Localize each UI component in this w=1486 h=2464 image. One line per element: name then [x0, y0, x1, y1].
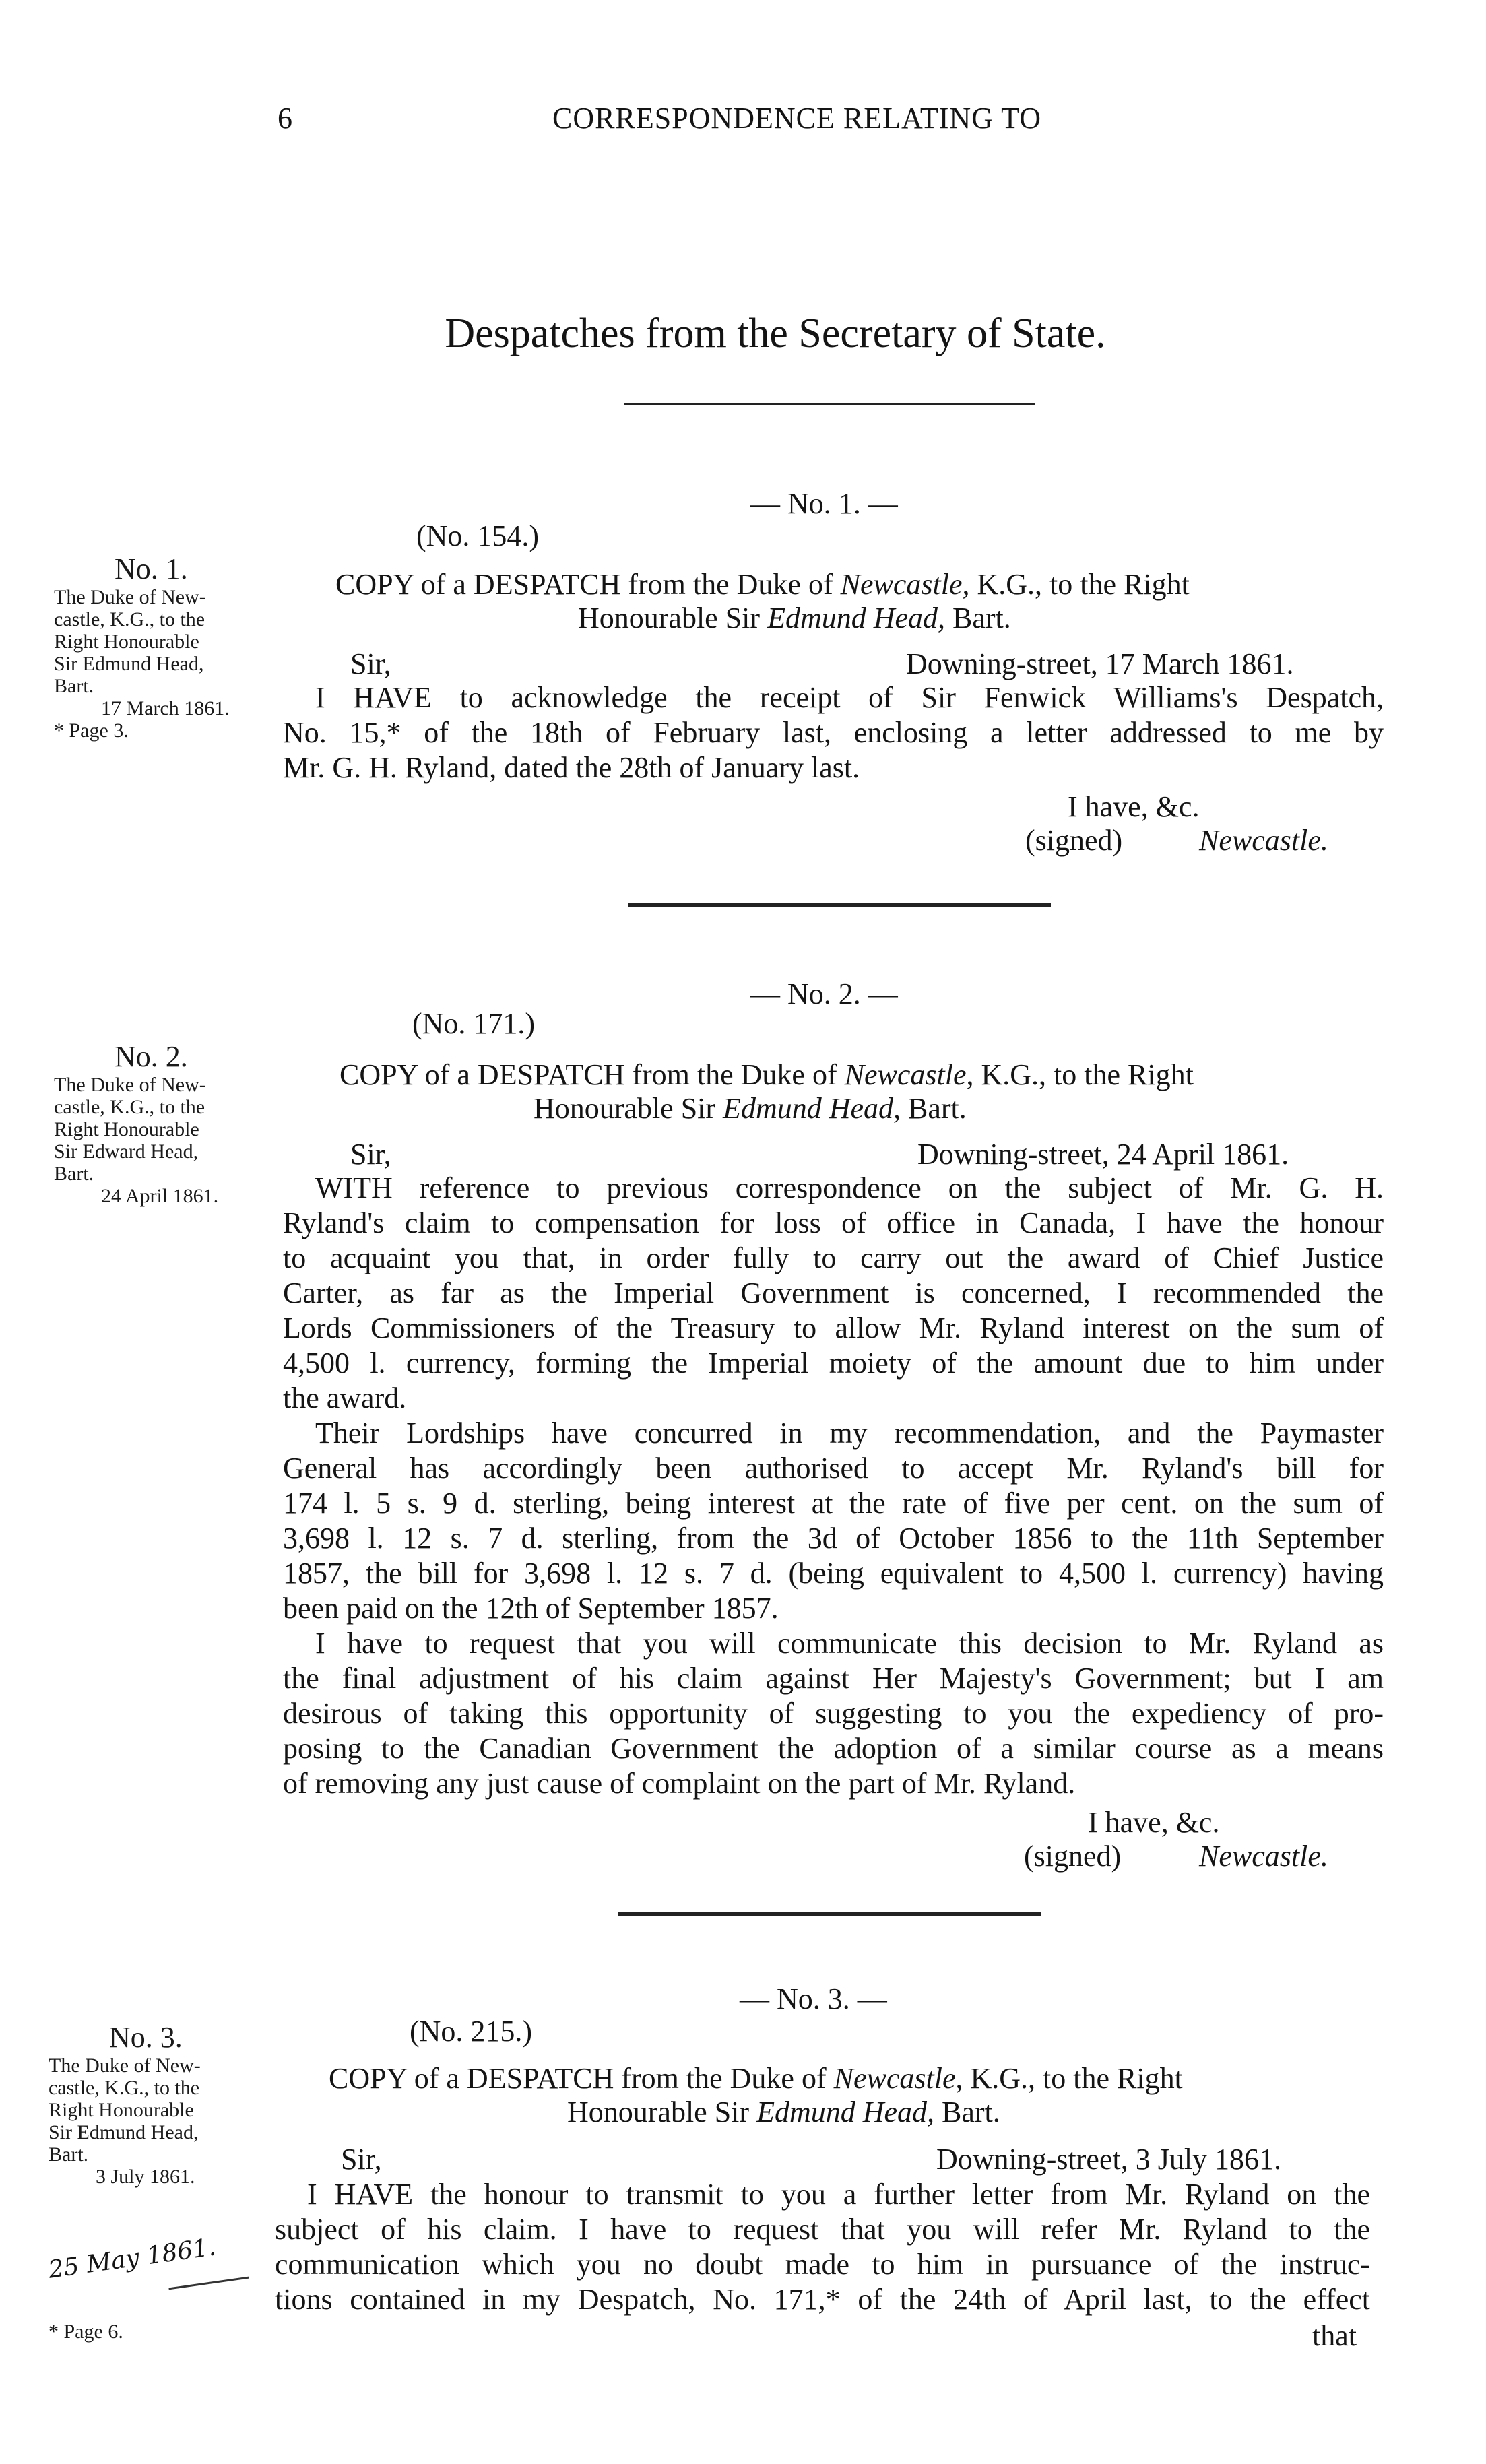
salutation: Sir, — [350, 1138, 391, 1171]
handwritten-stroke — [168, 2277, 249, 2290]
copy-recipient: Edmund Head, — [756, 2096, 935, 2129]
copy-heading-line2 — [567, 2095, 1000, 2129]
margin-line: Sir Edmund Head, — [49, 2121, 199, 2143]
body-line: WITH reference to previous correspondence on the subject of Mr. G. H. — [315, 1171, 1384, 1204]
despatch-reference: (No. 171.) — [412, 1007, 536, 1040]
title-rule — [624, 403, 1035, 405]
margin-footnote: * Page 6. — [49, 2321, 123, 2343]
margin-date: 24 April 1861. — [101, 1185, 219, 1207]
margin-line: Sir Edward Head, — [54, 1140, 199, 1163]
catchword: that — [1312, 2319, 1357, 2352]
copy-recipient: Edmund Head, — [723, 1092, 901, 1125]
margin-note — [49, 2021, 201, 2188]
body-line: tions contained in my Despatch, No. 171,* of the 24th of April last, to the effect — [275, 2283, 1370, 2316]
copy-text: , K.G., to the Right — [966, 1058, 1194, 1091]
body-line: Their Lordships have concurred in my recommendation, and the Paymaster — [315, 1417, 1384, 1450]
margin-line: castle, K.G., to the — [54, 608, 205, 630]
body-line: Ryland's claim to compensation for loss of office in Canada, I have the honour — [283, 1206, 1384, 1239]
place-date: Downing-street, 3 July 1861. — [936, 2143, 1282, 2176]
body-line: I have to request that you will communicate this decision to Mr. Ryland as — [315, 1627, 1384, 1660]
copy-heading-line2 — [578, 601, 1011, 635]
margin-number: No. 3. — [109, 2021, 183, 2054]
body-line: the award. — [283, 1382, 407, 1415]
margin-date: 17 March 1861. — [101, 697, 230, 719]
margin-line: Sir Edmund Head, — [54, 653, 204, 675]
body-line: of removing any just cause of complaint on the part of Mr. Ryland. — [283, 1767, 1076, 1800]
copy-text: Honourable Sir — [534, 1092, 723, 1125]
margin-line: Bart. — [54, 675, 94, 697]
section-divider — [618, 1912, 1041, 1916]
copy-heading — [340, 1058, 1194, 1092]
despatch-number-heading: — No. 1. — — [750, 487, 898, 520]
body-line: I HAVE the honour to transmit to you a further letter from Mr. Ryland on the — [307, 2178, 1370, 2211]
signed-label: (signed) — [1024, 1840, 1122, 1873]
margin-note — [54, 552, 230, 742]
salutation: Sir, — [341, 2143, 382, 2176]
margin-line: The Duke of New- — [54, 1074, 206, 1096]
margin-line: Bart. — [54, 1163, 94, 1185]
body-line: 174 l. 5 s. 9 d. sterling, being interest at the rate of five per cent. on the sum of — [283, 1487, 1384, 1520]
body-line: subject of his claim. I have to request that you will refer Mr. Ryland to the — [275, 2213, 1370, 2246]
despatch-body — [283, 1171, 1384, 1801]
margin-line: Bart. — [49, 2143, 89, 2166]
body-line: desirous of taking this opportunity of suggesting to you the expediency of pro- — [283, 1697, 1384, 1730]
copy-text: Honourable Sir — [578, 602, 768, 635]
signed-label: (signed) — [1025, 824, 1123, 857]
copy-text: COPY of a DESPATCH from the Duke of — [340, 1058, 845, 1091]
margin-line: Right Honourable — [54, 630, 199, 653]
margin-number: No. 2. — [115, 1040, 188, 1073]
despatch-reference: (No. 154.) — [416, 519, 540, 552]
page-number: 6 — [278, 102, 292, 135]
running-title: CORRESPONDENCE RELATING TO — [552, 102, 1041, 135]
despatch-number-heading: — No. 2. — — [750, 977, 898, 1010]
signature: Newcastle. — [1199, 1840, 1328, 1873]
body-line: to acquaint you that, in order fully to carry out the award of Chief Justice — [283, 1241, 1384, 1274]
despatch-reference: (No. 215.) — [410, 2015, 533, 2048]
copy-text: COPY of a DESPATCH from the Duke of — [329, 2062, 834, 2095]
margin-footnote: * Page 3. — [54, 719, 129, 742]
copy-text: , K.G., to the Right — [955, 2062, 1183, 2095]
body-line: the final adjustment of his claim against Her Majesty's Government; but I am — [283, 1662, 1384, 1695]
copy-text: Bart. — [901, 1092, 967, 1125]
copy-text: COPY of a DESPATCH from the Duke of — [335, 568, 841, 601]
margin-line: Right Honourable — [54, 1118, 199, 1140]
section-title: Despatches from the Secretary of State. — [445, 311, 1106, 356]
signature: Newcastle. — [1199, 824, 1328, 857]
copy-sender: Newcastle — [833, 2062, 956, 2095]
copy-heading — [335, 567, 1190, 602]
body-line: 1857, the bill for 3,698 l. 12 s. 7 d. (being equivalent to 4,500 l. currency) having — [283, 1557, 1384, 1590]
despatch-body — [283, 680, 1384, 785]
handwritten-annotation: 25 May 1861. — [46, 2233, 218, 2284]
closing: I have, &c. — [1068, 790, 1200, 823]
copy-heading — [329, 2061, 1183, 2096]
body-line: Mr. G. H. Ryland, dated the 28th of January last. — [283, 751, 860, 784]
copy-sender: Newcastle — [844, 1058, 967, 1091]
closing: I have, &c. — [1088, 1806, 1220, 1839]
margin-line: Right Honourable — [49, 2099, 194, 2121]
body-line: posing to the Canadian Government the adoption of a similar course as a means — [283, 1732, 1384, 1765]
despatch-body — [275, 2177, 1370, 2317]
margin-number: No. 1. — [115, 552, 188, 585]
copy-text: , K.G., to the Right — [962, 568, 1190, 601]
body-line: 3,698 l. 12 s. 7 d. sterling, from the 3d of October 1856 to the 11th September — [283, 1522, 1384, 1555]
margin-line: The Duke of New- — [54, 586, 206, 608]
section-divider — [628, 903, 1051, 907]
body-line: Lords Commissioners of the Treasury to allow Mr. Ryland interest on the sum of — [283, 1311, 1384, 1344]
body-line: Carter, as far as the Imperial Government is concerned, I recommended the — [283, 1276, 1384, 1309]
salutation: Sir, — [350, 647, 391, 680]
body-line: 4,500 l. currency, forming the Imperial moiety of the amount due to him under — [283, 1347, 1384, 1380]
body-line: No. 15,* of the 18th of February last, enclosing a letter addressed to me by — [283, 716, 1384, 749]
body-line: communication which you no doubt made to him in pursuance of the instruc- — [275, 2248, 1370, 2281]
place-date: Downing-street, 17 March 1861. — [906, 647, 1294, 680]
copy-text: Honourable Sir — [567, 2096, 757, 2129]
margin-note — [54, 1040, 218, 1207]
despatch-number-heading: — No. 3. — — [740, 1982, 887, 2015]
copy-text: Bart. — [934, 2096, 1000, 2129]
place-date: Downing-street, 24 April 1861. — [917, 1138, 1289, 1171]
body-line: been paid on the 12th of September 1857. — [283, 1592, 779, 1625]
copy-heading-line2 — [534, 1091, 967, 1126]
margin-date: 3 July 1861. — [96, 2166, 195, 2188]
body-line: I HAVE to acknowledge the receipt of Sir Fenwick Williams's Despatch, — [315, 681, 1384, 714]
copy-text: Bart. — [945, 602, 1011, 635]
margin-line: castle, K.G., to the — [49, 2077, 200, 2099]
copy-recipient: Edmund Head, — [767, 602, 946, 635]
margin-line: The Duke of New- — [49, 2054, 201, 2077]
body-line: General has accordingly been authorised to accept Mr. Ryland's bill for — [283, 1452, 1384, 1485]
margin-line: castle, K.G., to the — [54, 1096, 205, 1118]
copy-sender: Newcastle — [840, 568, 963, 601]
